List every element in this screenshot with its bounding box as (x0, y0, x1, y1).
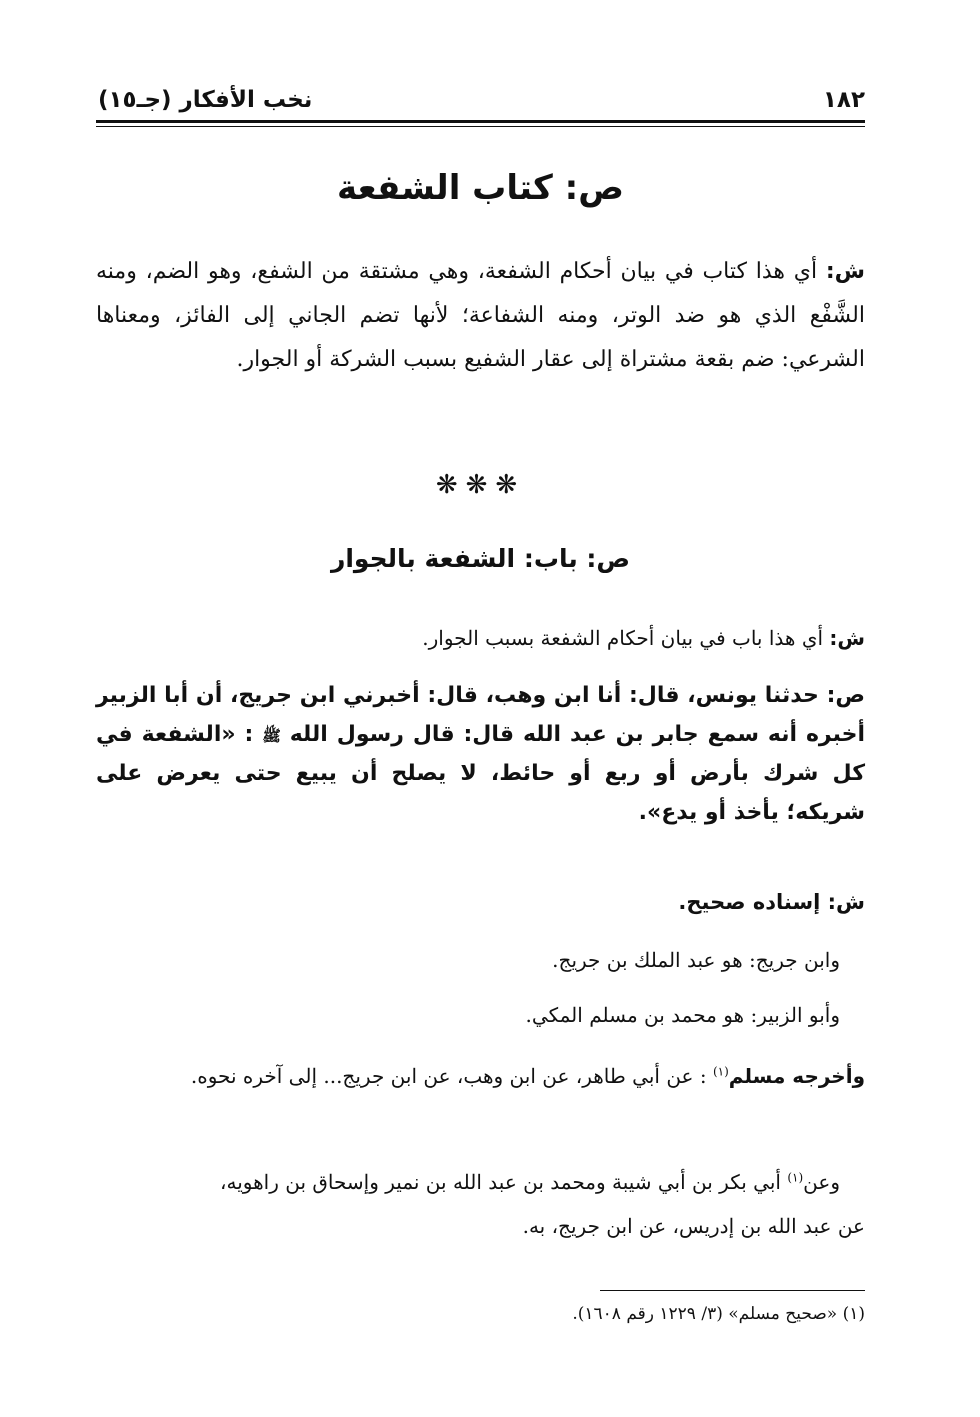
intro-text: أي هذا كتاب في بيان أحكام الشفعة، وهي مشتقة من الشفع، وهو الضم، ومنه الشَّفْع الذي هو ضد الوتر، ومنه الشفاعة؛ لأنها تضم الجاني إلى الفائز، ومعناها الشرعي: ضم بقعة مشتراة إلى عقار الشفيع بسبب الشركة أو الجوار. (96, 259, 865, 372)
takhrij-label: وأخرجه مسلم (728, 1064, 865, 1088)
footnote-rule (600, 1290, 865, 1291)
sharh-label: ش: (825, 259, 865, 284)
book-title: نخب الأفكار (جـ١٥) (98, 87, 313, 113)
narrator-abu-zubair: وأبو الزبير: هو محمد بن مسلم المكي. (525, 1003, 840, 1027)
chapter-sharh-text: أي هذا باب في بيان أحكام الشفعة بسبب الجوار. (422, 626, 824, 650)
page-number: ١٨٢ (822, 87, 865, 113)
wa-an-label: وعن (803, 1170, 840, 1194)
hadith-text-after: : «الشفعة في كل شرك بأرض أو ربع أو حائط، لا يصلح أن يبيع حتى يعرض على شريكه؛ يأخذ أو يدع». (96, 722, 865, 826)
section-separator: ❋❋❋ (435, 470, 526, 500)
footnote-marker[interactable]: (١) (712, 1064, 729, 1079)
chain-line-2: عن عبد الله بن إدريس، عن ابن جريج، به. (522, 1214, 865, 1238)
hadith-text-before: حدثنا يونس، قال: أنا ابن وهب، قال: أخبرني ابن جريج، أن أبا الزبير أخبره أنه سمع جابر بن عبد الله قال: قال رسول الله (96, 683, 865, 748)
sharh-label: ش: (829, 626, 865, 650)
isnad-line (96, 890, 865, 914)
footnote: (١) «صحيح مسلم» (٣/ ١٢٢٩ رقم ١٦٠٨). (572, 1304, 865, 1324)
isnad-text: إسناده صحيح. (678, 890, 821, 914)
intro-paragraph (96, 250, 865, 382)
chapter-sharh (96, 626, 865, 650)
footnote-marker[interactable]: (١) (787, 1170, 804, 1185)
header-rule-thick (96, 120, 865, 123)
matn-label: ص: (826, 683, 865, 708)
running-header (98, 82, 865, 118)
narrator-ibn-juraij: وابن جريج: هو عبد الملك بن جريج. (552, 948, 840, 972)
hadith-paragraph (96, 676, 865, 833)
takhrij-text: : عن أبي طاهر، عن ابن وهب، عن ابن جريج... إلى آخره نحوه. (190, 1064, 707, 1088)
second-chain-paragraph (96, 1160, 865, 1248)
chapter-heading: ص: باب: الشفعة بالجوار (330, 544, 631, 573)
salutation-glyph: ﷺ (262, 727, 281, 746)
takhrij-paragraph (96, 1054, 865, 1098)
book-heading: ص: كتاب الشفعة (337, 168, 624, 208)
sharh-label: ش: (827, 890, 865, 914)
chain-line-1: أبي بكر بن أبي شيبة ومحمد بن عبد الله بن نمير وإسحاق بن راهويه، (220, 1170, 781, 1194)
header-rule-thin (96, 126, 865, 127)
